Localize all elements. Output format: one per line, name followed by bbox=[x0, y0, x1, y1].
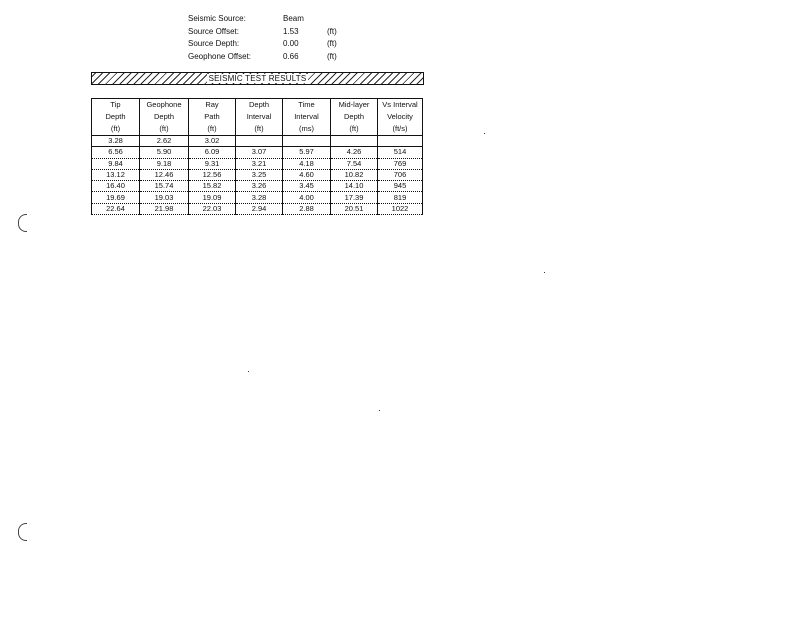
table-cell: 769 bbox=[378, 158, 423, 169]
table-cell: 2.62 bbox=[140, 136, 189, 147]
binder-hole-mark bbox=[18, 214, 27, 232]
table-cell bbox=[236, 136, 283, 147]
column-header-line: Ray bbox=[205, 100, 219, 109]
column-header-line: Depth bbox=[105, 112, 126, 121]
table-cell: 3.07 bbox=[236, 147, 283, 158]
param-unit: (ft) bbox=[327, 51, 337, 61]
table-cell: 19.09 bbox=[189, 192, 236, 203]
table-cell: 9.31 bbox=[189, 158, 236, 169]
table-cell: 3.28 bbox=[92, 136, 140, 147]
param-unit: (ft) bbox=[327, 26, 337, 36]
column-header-line: (ft) bbox=[254, 124, 264, 133]
table-cell: 4.26 bbox=[331, 147, 378, 158]
table-cell: 17.39 bbox=[331, 192, 378, 203]
column-header-line: (ft) bbox=[159, 124, 169, 133]
column-header bbox=[283, 99, 331, 136]
table-cell: 7.54 bbox=[331, 158, 378, 169]
column-header-line: (ft) bbox=[110, 124, 121, 133]
param-unit bbox=[327, 13, 357, 26]
table-cell: 6.09 bbox=[189, 147, 236, 158]
table-cell bbox=[378, 136, 423, 147]
table-cell: 15.82 bbox=[189, 181, 236, 192]
param-label: Geophone Offset: bbox=[188, 51, 252, 61]
table-cell: 3.02 bbox=[189, 136, 236, 147]
column-header-line: Interval bbox=[246, 112, 272, 121]
binder-hole-mark bbox=[18, 523, 27, 541]
column-header-line: Path bbox=[204, 112, 220, 121]
scan-speck bbox=[248, 371, 249, 372]
table-cell: 22.64 bbox=[92, 203, 140, 214]
table-cell: 819 bbox=[378, 192, 423, 203]
table-row bbox=[92, 147, 423, 158]
table-cell bbox=[283, 136, 331, 147]
column-header-line: Tip bbox=[110, 100, 121, 109]
param-row-geophone-offset bbox=[188, 51, 357, 64]
table-cell: 15.74 bbox=[140, 181, 189, 192]
param-value: 0.00 bbox=[283, 39, 299, 48]
table-cell: 3.28 bbox=[236, 192, 283, 203]
column-header-line: Geophone bbox=[146, 100, 182, 109]
test-parameters bbox=[188, 13, 357, 63]
param-row-source-offset bbox=[188, 26, 357, 39]
table-cell: 3.26 bbox=[236, 181, 283, 192]
scan-speck bbox=[544, 272, 545, 273]
table-cell: 19.69 bbox=[92, 192, 140, 203]
column-header bbox=[92, 99, 140, 136]
table-cell: 4.60 bbox=[283, 169, 331, 180]
column-header-line: (ft) bbox=[207, 124, 217, 133]
param-value: 0.66 bbox=[283, 51, 299, 61]
table-cell bbox=[331, 136, 378, 147]
table-cell: 21.98 bbox=[140, 203, 189, 214]
table-cell: 3.45 bbox=[283, 181, 331, 192]
table-row bbox=[92, 203, 423, 214]
column-header-line: (ms) bbox=[299, 124, 314, 133]
column-header-line: Mid-layer bbox=[338, 100, 370, 109]
table-row bbox=[92, 169, 423, 180]
column-header-line: (ft) bbox=[349, 124, 359, 133]
table-cell: 9.84 bbox=[92, 158, 140, 169]
column-header-line: Time bbox=[298, 100, 315, 109]
table-body bbox=[92, 136, 423, 215]
table-cell: 4.00 bbox=[283, 192, 331, 203]
column-header-line: Depth bbox=[153, 112, 174, 121]
table-row bbox=[92, 158, 423, 169]
scan-speck bbox=[484, 133, 485, 134]
table-cell: 2.94 bbox=[236, 203, 283, 214]
table-row bbox=[92, 136, 423, 147]
table-cell: 16.40 bbox=[92, 181, 140, 192]
column-header bbox=[331, 99, 378, 136]
table-cell: 20.51 bbox=[331, 203, 378, 214]
table-cell: 945 bbox=[378, 181, 423, 192]
table-header-row bbox=[92, 99, 423, 136]
table-cell: 10.82 bbox=[331, 169, 378, 180]
table-cell: 19.03 bbox=[140, 192, 189, 203]
table-cell: 514 bbox=[378, 147, 423, 158]
param-label: Seismic Source: bbox=[188, 14, 246, 23]
column-header-line: (ft/s) bbox=[392, 124, 408, 133]
param-row-source-depth bbox=[188, 38, 357, 51]
column-header bbox=[140, 99, 189, 136]
column-header bbox=[236, 99, 283, 136]
table-cell: 3.21 bbox=[236, 158, 283, 169]
table-cell: 6.56 bbox=[92, 147, 140, 158]
table-cell: 4.18 bbox=[283, 158, 331, 169]
param-label: Source Depth: bbox=[188, 39, 240, 48]
table-cell: 5.97 bbox=[283, 147, 331, 158]
table-row bbox=[92, 192, 423, 203]
table-cell: 706 bbox=[378, 169, 423, 180]
table-cell: 3.25 bbox=[236, 169, 283, 180]
column-header bbox=[378, 99, 423, 136]
column-header-line: Depth bbox=[343, 112, 364, 121]
table-row bbox=[92, 181, 423, 192]
param-value: Beam bbox=[283, 14, 304, 23]
table-cell: 12.46 bbox=[140, 169, 189, 180]
banner-title: SEISMIC TEST RESULTS bbox=[208, 74, 307, 83]
table-cell: 9.18 bbox=[140, 158, 189, 169]
table-cell: 14.10 bbox=[331, 181, 378, 192]
table-cell: 1022 bbox=[378, 203, 423, 214]
param-row-seismic-source bbox=[188, 13, 357, 26]
column-header-line: Velocity bbox=[387, 112, 413, 121]
results-banner bbox=[91, 72, 424, 85]
table-cell: 12.56 bbox=[189, 169, 236, 180]
column-header-line: Vs Interval bbox=[382, 100, 418, 109]
table-cell: 13.12 bbox=[92, 169, 140, 180]
table-cell: 22.03 bbox=[189, 203, 236, 214]
param-unit: (ft) bbox=[327, 39, 337, 48]
table-cell: 5.90 bbox=[140, 147, 189, 158]
column-header-line: Depth bbox=[248, 100, 269, 109]
table-cell: 2.88 bbox=[283, 203, 331, 214]
column-header bbox=[189, 99, 236, 136]
seismic-results-table bbox=[91, 98, 423, 215]
scan-speck bbox=[379, 410, 380, 411]
param-label: Source Offset: bbox=[188, 26, 239, 36]
param-value: 1.53 bbox=[283, 26, 299, 36]
column-header-line: Interval bbox=[294, 112, 319, 121]
